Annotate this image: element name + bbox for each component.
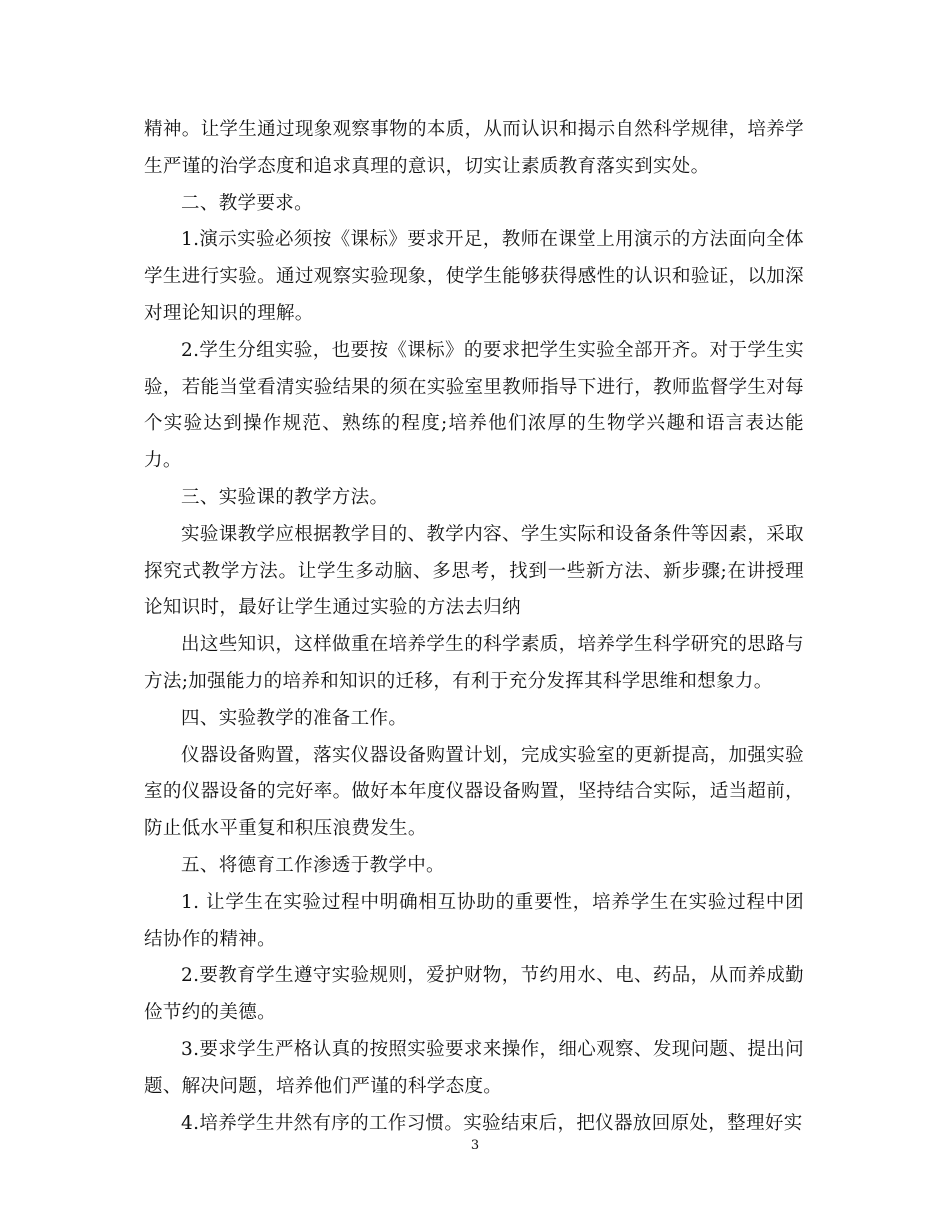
paragraph-requirement-2: 2.学生分组实验，也要按《课标》的要求把学生实验全部开齐。对于学生实验，若能当堂看清实验结果的须在实验室里教师指导下进行，教师监督学生对每个实验达到操作规范、熟练的程度;培养他们浓厚的生物学兴趣和语言表达能力。 — [144, 339, 804, 472]
paragraph-teaching-methods: 实验课教学应根据教学目的、教学内容、学生实际和设备条件等因素，采取探究式教学方法。让学生多动脑、多思考，找到一些新方法、新步骤;在讲授理论知识时，最好让学生通过实验的方法去归纳 — [144, 523, 804, 619]
paragraph-preparation: 仪器设备购置，落实仪器设备购置计划，完成实验室的更新提高，加强实验室的仪器设备的完好率。做好本年度仪器设备购置，坚持结合实际，适当超前，防止低水平重复和积压浪费发生。 — [144, 744, 804, 840]
paragraph-moral-4: 4.培养学生井然有序的工作习惯。实验结束后，把仪器放回原处，整理好实 — [181, 1112, 803, 1134]
document-body — [144, 112, 804, 1142]
section-heading-teaching-methods: 三、实验课的教学方法。 — [181, 486, 389, 508]
paragraph-intro-continuation: 精神。让学生通过现象观察事物的本质，从而认识和揭示自然科学规律，培养学生严谨的治学态度和追求真理的意识，切实让素质教育落实到实处。 — [144, 119, 804, 177]
section-heading-preparation: 四、实验教学的准备工作。 — [181, 707, 408, 729]
section-heading-teaching-requirements: 二、教学要求。 — [181, 192, 313, 214]
paragraph-teaching-methods-continued: 出这些知识，这样做重在培养学生的科学素质，培养学生科学研究的思路与方法;加强能力的培养和知识的迁移，有利于充分发挥其科学思维和想象力。 — [144, 634, 804, 692]
paragraph-moral-1: 1. 让学生在实验过程中明确相互协助的重要性，培养学生在实验过程中团结协作的精神。 — [144, 891, 804, 950]
paragraph-moral-2: 2.要教育学生遵守实验规则，爱护财物，节约用水、电、药品，从而养成勤俭节约的美德。 — [144, 965, 804, 1024]
paragraph-requirement-1: 1.演示实验必须按《课标》要求开足，教师在课堂上用演示的方法面向全体学生进行实验。通过观察实验现象，使学生能够获得感性的认识和验证，以加深对理论知识的理解。 — [144, 229, 804, 324]
section-heading-moral-education: 五、将德育工作渗透于教学中。 — [181, 854, 445, 876]
page-number: 3 — [470, 1138, 480, 1153]
paragraph-moral-3: 3.要求学生严格认真的按照实验要求来操作，细心观察、发现问题、提出问题、解决问题，培养他们严谨的科学态度。 — [144, 1038, 804, 1097]
